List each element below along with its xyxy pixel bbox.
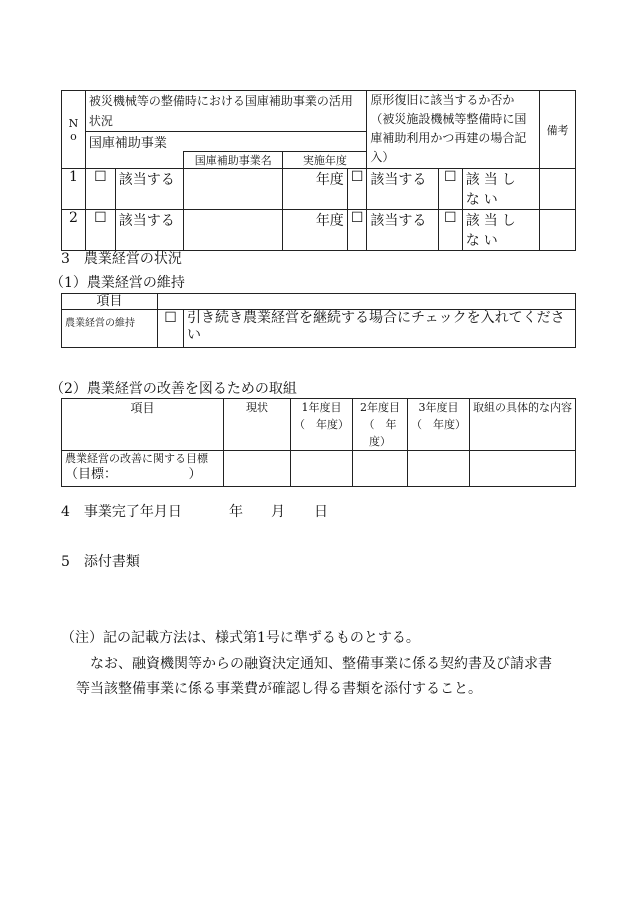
improve-cell-y1[interactable] [291, 451, 353, 487]
row-biko-cell[interactable] [540, 169, 576, 210]
improve-cell-torikumi[interactable] [470, 451, 576, 487]
note-line3: 等当該整備事業に係る事業費が確認し得る書類を添付すること。 [76, 681, 482, 697]
improvement-table [61, 398, 576, 487]
row-gaito: 該当する [115, 169, 183, 210]
improve-header-y1-label: 1年度目 [301, 401, 342, 414]
maintain-row-text: 引き続き農業経営を継続する場合にチェックを入れてください [184, 310, 576, 348]
header-no [62, 91, 86, 169]
improve-cell-genjo[interactable] [224, 451, 291, 487]
header-usage: 被災機械等の整備時における国庫補助事業の活用状況 [85, 91, 366, 132]
maintain-header-blank [158, 294, 576, 310]
row-gaito2: 該当する [367, 210, 438, 251]
row-year: 年度 [283, 210, 348, 251]
note-line2: なお、融資機関等からの融資決定通知、整備事業に係る契約書及び請求書 [90, 656, 552, 672]
maintain-table [61, 293, 576, 348]
header-kokko: 国庫補助事業 [85, 132, 366, 152]
table-row [62, 210, 576, 251]
section4-nen: 年 [229, 504, 243, 520]
checkbox-icon[interactable]: ☐ [438, 210, 462, 251]
row-gaito: 該当する [115, 210, 183, 251]
row-biko-cell[interactable] [540, 210, 576, 251]
checkbox-icon[interactable]: ☐ [438, 169, 462, 210]
maintain-header-item: 項目 [62, 294, 158, 310]
improve-row-label-text: 農業経営の改善に関する目標 [65, 452, 208, 465]
row-hi: 該当しない [462, 169, 539, 210]
improve-header-y2-paren: （ 年度） [363, 418, 397, 448]
section4-tsuki: 月 [271, 504, 285, 520]
improve-header-y1 [291, 399, 353, 451]
improve-header-y2 [353, 399, 408, 451]
section3-sub1: （1）農業経営の維持 [50, 275, 185, 291]
section3-sub2: （2）農業経営の改善を図るための取組 [50, 381, 297, 397]
header-jigyomei: 国庫補助事業名 [184, 152, 283, 169]
improve-header-genjo: 現状 [224, 399, 291, 451]
header-spacer [85, 152, 183, 169]
header-nendo: 実施年度 [283, 152, 367, 169]
section4-title: 4 事業完了年月日 [61, 504, 182, 520]
row-no: 2 [62, 210, 86, 251]
improve-cell-y3[interactable] [408, 451, 470, 487]
improve-header-y2-label: 2年度目 [360, 401, 400, 414]
table-row [62, 169, 576, 210]
row-hi: 該当しない [462, 210, 539, 251]
checkbox-icon[interactable]: ☐ [85, 210, 115, 251]
section5-title: 5 添付書類 [61, 554, 140, 570]
header-no-b: o [70, 129, 77, 143]
maintain-row-label: 農業経営の維持 [62, 310, 158, 348]
row-gaito2: 該当する [367, 169, 438, 210]
checkbox-icon[interactable]: ☐ [158, 310, 184, 348]
header-no-a: N [68, 116, 79, 130]
header-genkei: 原形復旧に該当するか否か（被災施設機械等整備時に国庫補助利用かつ再建の場合記入） [367, 91, 540, 169]
improve-header-y3-paren: （ 年度） [411, 418, 466, 431]
row-year: 年度 [283, 169, 348, 210]
usage-table [61, 90, 576, 251]
improve-cell-y2[interactable] [353, 451, 408, 487]
section3-title: 3 農業経営の状況 [61, 251, 182, 267]
header-biko: 備考 [540, 91, 576, 169]
improve-row-label [62, 451, 224, 487]
row-no: 1 [62, 169, 86, 210]
checkbox-icon[interactable]: ☐ [347, 169, 367, 210]
note-line1: （注）記の記載方法は、様式第1号に準ずるものとする。 [61, 630, 420, 646]
checkbox-icon[interactable]: ☐ [85, 169, 115, 210]
improve-header-y1-paren: （ 年度） [294, 418, 349, 431]
improve-row-target[interactable]: （目標： ） [65, 467, 202, 482]
checkbox-icon[interactable]: ☐ [347, 210, 367, 251]
improve-header-y3-label: 3年度目 [418, 401, 459, 414]
row-jigyomei-cell[interactable] [184, 169, 283, 210]
improve-header-torikumi: 取組の具体的な内容 [470, 399, 576, 451]
improve-header-y3 [408, 399, 470, 451]
section4-hi: 日 [314, 504, 328, 520]
row-jigyomei-cell[interactable] [184, 210, 283, 251]
improve-header-item: 項目 [62, 399, 224, 451]
